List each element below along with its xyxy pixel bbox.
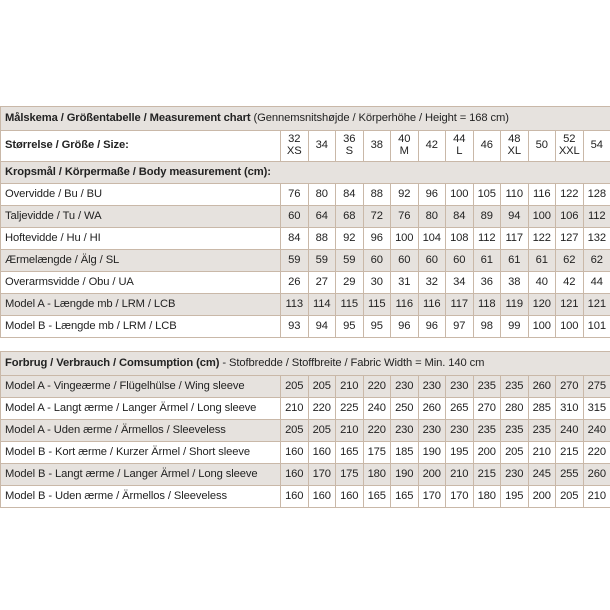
value-cell: 170 bbox=[308, 464, 336, 486]
value-cell: 235 bbox=[473, 420, 501, 442]
value-cell: 44 bbox=[583, 272, 610, 294]
value-cell: 59 bbox=[281, 250, 309, 272]
value-cell: 40 bbox=[528, 272, 556, 294]
table-row bbox=[1, 420, 610, 442]
value-cell: 210 bbox=[528, 442, 556, 464]
size-number: 54 bbox=[590, 139, 603, 152]
value-cell: 170 bbox=[418, 486, 446, 508]
value-cell: 165 bbox=[336, 442, 364, 464]
size-header-cell bbox=[528, 131, 556, 162]
table-row bbox=[1, 398, 610, 420]
measurement-chart-table bbox=[0, 106, 610, 338]
row-label: Taljevidde / Tu / WA bbox=[1, 206, 281, 228]
value-cell: 89 bbox=[473, 206, 501, 228]
value-cell: 210 bbox=[281, 398, 309, 420]
value-cell: 60 bbox=[418, 250, 446, 272]
value-cell: 116 bbox=[528, 184, 556, 206]
size-row bbox=[1, 131, 610, 162]
row-label: Overvidde / Bu / BU bbox=[1, 184, 281, 206]
value-cell: 220 bbox=[583, 442, 610, 464]
value-cell: 260 bbox=[583, 464, 610, 486]
value-cell: 185 bbox=[391, 442, 419, 464]
value-cell: 97 bbox=[446, 316, 474, 338]
table-row bbox=[1, 294, 610, 316]
value-cell: 38 bbox=[501, 272, 529, 294]
value-cell: 115 bbox=[363, 294, 391, 316]
table-row bbox=[1, 464, 610, 486]
value-cell: 96 bbox=[418, 316, 446, 338]
value-cell: 116 bbox=[418, 294, 446, 316]
value-cell: 88 bbox=[363, 184, 391, 206]
value-cell: 114 bbox=[308, 294, 336, 316]
value-cell: 110 bbox=[501, 184, 529, 206]
value-cell: 112 bbox=[583, 206, 610, 228]
value-cell: 84 bbox=[446, 206, 474, 228]
row-label: Overarmsvidde / Obu / UA bbox=[1, 272, 281, 294]
value-cell: 62 bbox=[556, 250, 584, 272]
value-cell: 240 bbox=[583, 420, 610, 442]
value-cell: 95 bbox=[363, 316, 391, 338]
value-cell: 215 bbox=[556, 442, 584, 464]
value-cell: 200 bbox=[418, 464, 446, 486]
value-cell: 275 bbox=[583, 376, 610, 398]
value-cell: 230 bbox=[446, 376, 474, 398]
value-cell: 61 bbox=[473, 250, 501, 272]
value-cell: 108 bbox=[446, 228, 474, 250]
body-heading-text: Kropsmål / Körpermaße / Body measurement (cm): bbox=[5, 165, 271, 178]
value-cell: 95 bbox=[336, 316, 364, 338]
value-cell: 230 bbox=[391, 420, 419, 442]
table-row bbox=[1, 206, 610, 228]
value-cell: 105 bbox=[473, 184, 501, 206]
value-cell: 160 bbox=[281, 486, 309, 508]
value-cell: 80 bbox=[418, 206, 446, 228]
value-cell: 205 bbox=[501, 442, 529, 464]
value-cell: 195 bbox=[501, 486, 529, 508]
value-cell: 96 bbox=[363, 228, 391, 250]
value-cell: 260 bbox=[418, 398, 446, 420]
size-number: 44 bbox=[453, 133, 466, 146]
value-cell: 245 bbox=[528, 464, 556, 486]
size-number: 36 bbox=[343, 133, 356, 146]
value-cell: 84 bbox=[281, 228, 309, 250]
row-label: Ærmelængde / Älg / SL bbox=[1, 250, 281, 272]
value-cell: 280 bbox=[501, 398, 529, 420]
value-cell: 29 bbox=[336, 272, 364, 294]
value-cell: 96 bbox=[391, 316, 419, 338]
value-cell: 117 bbox=[501, 228, 529, 250]
value-cell: 240 bbox=[556, 420, 584, 442]
value-cell: 240 bbox=[363, 398, 391, 420]
value-cell: 100 bbox=[528, 206, 556, 228]
consumption-title-bold: Forbrug / Verbrauch / Comsumption (cm) bbox=[5, 356, 220, 369]
value-cell: 220 bbox=[363, 376, 391, 398]
value-cell: 210 bbox=[336, 420, 364, 442]
value-cell: 68 bbox=[336, 206, 364, 228]
value-cell: 76 bbox=[281, 184, 309, 206]
value-cell: 175 bbox=[336, 464, 364, 486]
value-cell: 205 bbox=[556, 486, 584, 508]
value-cell: 26 bbox=[281, 272, 309, 294]
row-label: Model B - Kort ærme / Kurzer Ärmel / Short sleeve bbox=[1, 442, 281, 464]
table-row bbox=[1, 486, 610, 508]
value-cell: 34 bbox=[446, 272, 474, 294]
size-header-cell bbox=[583, 131, 610, 162]
value-cell: 127 bbox=[556, 228, 584, 250]
size-header-cell bbox=[473, 131, 501, 162]
value-cell: 121 bbox=[583, 294, 610, 316]
value-cell: 128 bbox=[583, 184, 610, 206]
value-cell: 165 bbox=[363, 486, 391, 508]
value-cell: 270 bbox=[556, 376, 584, 398]
value-cell: 190 bbox=[418, 442, 446, 464]
value-cell: 100 bbox=[556, 316, 584, 338]
value-cell: 255 bbox=[556, 464, 584, 486]
value-cell: 106 bbox=[556, 206, 584, 228]
value-cell: 42 bbox=[556, 272, 584, 294]
value-cell: 92 bbox=[391, 184, 419, 206]
value-cell: 220 bbox=[308, 398, 336, 420]
size-header-cell bbox=[418, 131, 446, 162]
value-cell: 190 bbox=[391, 464, 419, 486]
body-heading-row bbox=[1, 162, 610, 184]
size-header-cell bbox=[363, 131, 391, 162]
value-cell: 99 bbox=[501, 316, 529, 338]
value-cell: 210 bbox=[446, 464, 474, 486]
size-letter: XS bbox=[286, 145, 302, 157]
row-label: Model A - Uden ærme / Ärmellos / Sleeveless bbox=[1, 420, 281, 442]
value-cell: 210 bbox=[583, 486, 610, 508]
size-letter: S bbox=[345, 145, 353, 157]
size-letter: XL bbox=[507, 145, 521, 157]
value-cell: 100 bbox=[391, 228, 419, 250]
size-header-cell bbox=[391, 131, 419, 162]
size-number: 52 bbox=[563, 133, 576, 146]
size-letter: XXL bbox=[558, 145, 580, 157]
value-cell: 230 bbox=[501, 464, 529, 486]
value-cell: 98 bbox=[473, 316, 501, 338]
consumption-title-row bbox=[1, 352, 610, 376]
value-cell: 235 bbox=[473, 376, 501, 398]
value-cell: 250 bbox=[391, 398, 419, 420]
value-cell: 215 bbox=[473, 464, 501, 486]
value-cell: 285 bbox=[528, 398, 556, 420]
value-cell: 132 bbox=[583, 228, 610, 250]
table-row bbox=[1, 316, 610, 338]
value-cell: 160 bbox=[281, 442, 309, 464]
size-header-cell bbox=[336, 131, 364, 162]
row-label: Model B - Uden ærme / Ärmellos / Sleeveless bbox=[1, 486, 281, 508]
value-cell: 265 bbox=[446, 398, 474, 420]
row-label: Model B - Langt ærme / Langer Ärmel / Long sleeve bbox=[1, 464, 281, 486]
value-cell: 200 bbox=[528, 486, 556, 508]
value-cell: 230 bbox=[418, 420, 446, 442]
table-row bbox=[1, 228, 610, 250]
value-cell: 30 bbox=[363, 272, 391, 294]
row-label: Model A - Længde mb / LRM / LCB bbox=[1, 294, 281, 316]
measurement-title-row bbox=[1, 107, 610, 131]
value-cell: 205 bbox=[308, 376, 336, 398]
value-cell: 235 bbox=[501, 376, 529, 398]
row-label: Model A - Langt ærme / Langer Ärmel / Long sleeve bbox=[1, 398, 281, 420]
size-number: 50 bbox=[535, 139, 548, 152]
value-cell: 61 bbox=[501, 250, 529, 272]
value-cell: 310 bbox=[556, 398, 584, 420]
consumption-chart-table bbox=[0, 351, 610, 508]
value-cell: 122 bbox=[528, 228, 556, 250]
size-number: 48 bbox=[508, 133, 521, 146]
value-cell: 60 bbox=[363, 250, 391, 272]
value-cell: 235 bbox=[528, 420, 556, 442]
value-cell: 60 bbox=[446, 250, 474, 272]
size-header-cell bbox=[308, 131, 336, 162]
row-label: Hoftevidde / Hu / HI bbox=[1, 228, 281, 250]
value-cell: 115 bbox=[336, 294, 364, 316]
consumption-title-note: - Stofbredde / Stoffbreite / Fabric Width = Min. 140 cm bbox=[219, 356, 485, 369]
size-number: 34 bbox=[315, 139, 328, 152]
value-cell: 210 bbox=[336, 376, 364, 398]
value-cell: 122 bbox=[556, 184, 584, 206]
value-cell: 59 bbox=[336, 250, 364, 272]
value-cell: 230 bbox=[391, 376, 419, 398]
value-cell: 72 bbox=[363, 206, 391, 228]
value-cell: 59 bbox=[308, 250, 336, 272]
table-row bbox=[1, 250, 610, 272]
value-cell: 205 bbox=[281, 420, 309, 442]
value-cell: 93 bbox=[281, 316, 309, 338]
value-cell: 225 bbox=[336, 398, 364, 420]
value-cell: 220 bbox=[363, 420, 391, 442]
value-cell: 94 bbox=[501, 206, 529, 228]
value-cell: 60 bbox=[281, 206, 309, 228]
row-label: Model A - Vingeærme / Flügelhülse / Wing sleeve bbox=[1, 376, 281, 398]
value-cell: 165 bbox=[391, 486, 419, 508]
size-letter: M bbox=[399, 145, 409, 157]
size-number: 40 bbox=[398, 133, 411, 146]
size-number: 42 bbox=[425, 139, 438, 152]
value-cell: 101 bbox=[583, 316, 610, 338]
value-cell: 92 bbox=[336, 228, 364, 250]
value-cell: 170 bbox=[446, 486, 474, 508]
value-cell: 160 bbox=[281, 464, 309, 486]
value-cell: 60 bbox=[391, 250, 419, 272]
value-cell: 113 bbox=[281, 294, 309, 316]
value-cell: 61 bbox=[528, 250, 556, 272]
table-row bbox=[1, 272, 610, 294]
value-cell: 31 bbox=[391, 272, 419, 294]
size-number: 38 bbox=[370, 139, 383, 152]
value-cell: 76 bbox=[391, 206, 419, 228]
size-header-cell bbox=[501, 131, 529, 162]
value-cell: 205 bbox=[281, 376, 309, 398]
measurement-title bbox=[1, 107, 610, 131]
value-cell: 205 bbox=[308, 420, 336, 442]
table-row bbox=[1, 184, 610, 206]
value-cell: 160 bbox=[308, 486, 336, 508]
size-header-cell bbox=[446, 131, 474, 162]
value-cell: 64 bbox=[308, 206, 336, 228]
value-cell: 62 bbox=[583, 250, 610, 272]
row-label: Model B - Længde mb / LRM / LCB bbox=[1, 316, 281, 338]
size-header-cell bbox=[556, 131, 584, 162]
value-cell: 180 bbox=[363, 464, 391, 486]
value-cell: 160 bbox=[308, 442, 336, 464]
table-row bbox=[1, 442, 610, 464]
value-cell: 32 bbox=[418, 272, 446, 294]
value-cell: 36 bbox=[473, 272, 501, 294]
value-cell: 120 bbox=[528, 294, 556, 316]
value-cell: 160 bbox=[336, 486, 364, 508]
consumption-title bbox=[1, 352, 610, 376]
body-heading bbox=[1, 162, 610, 184]
table-row bbox=[1, 376, 610, 398]
size-number: 46 bbox=[480, 139, 493, 152]
value-cell: 116 bbox=[391, 294, 419, 316]
measurement-title-note: (Gennemsnitshøjde / Körperhöhe / Height = 168 cm) bbox=[250, 111, 509, 124]
value-cell: 117 bbox=[446, 294, 474, 316]
size-letter: L bbox=[456, 145, 463, 157]
value-cell: 104 bbox=[418, 228, 446, 250]
value-cell: 200 bbox=[473, 442, 501, 464]
value-cell: 80 bbox=[308, 184, 336, 206]
value-cell: 195 bbox=[446, 442, 474, 464]
value-cell: 175 bbox=[363, 442, 391, 464]
value-cell: 180 bbox=[473, 486, 501, 508]
value-cell: 27 bbox=[308, 272, 336, 294]
size-header-cell bbox=[281, 131, 309, 162]
value-cell: 84 bbox=[336, 184, 364, 206]
measurement-title-bold: Målskema / Größentabelle / Measurement chart bbox=[5, 111, 251, 124]
value-cell: 118 bbox=[473, 294, 501, 316]
size-label-text: Størrelse / Größe / Size: bbox=[5, 139, 129, 152]
value-cell: 230 bbox=[418, 376, 446, 398]
value-cell: 119 bbox=[501, 294, 529, 316]
value-cell: 100 bbox=[446, 184, 474, 206]
value-cell: 88 bbox=[308, 228, 336, 250]
value-cell: 260 bbox=[528, 376, 556, 398]
size-label bbox=[1, 131, 281, 162]
value-cell: 94 bbox=[308, 316, 336, 338]
value-cell: 96 bbox=[418, 184, 446, 206]
value-cell: 315 bbox=[583, 398, 610, 420]
value-cell: 230 bbox=[446, 420, 474, 442]
value-cell: 112 bbox=[473, 228, 501, 250]
value-cell: 121 bbox=[556, 294, 584, 316]
value-cell: 100 bbox=[528, 316, 556, 338]
value-cell: 235 bbox=[501, 420, 529, 442]
value-cell: 270 bbox=[473, 398, 501, 420]
size-number: 32 bbox=[288, 133, 301, 146]
